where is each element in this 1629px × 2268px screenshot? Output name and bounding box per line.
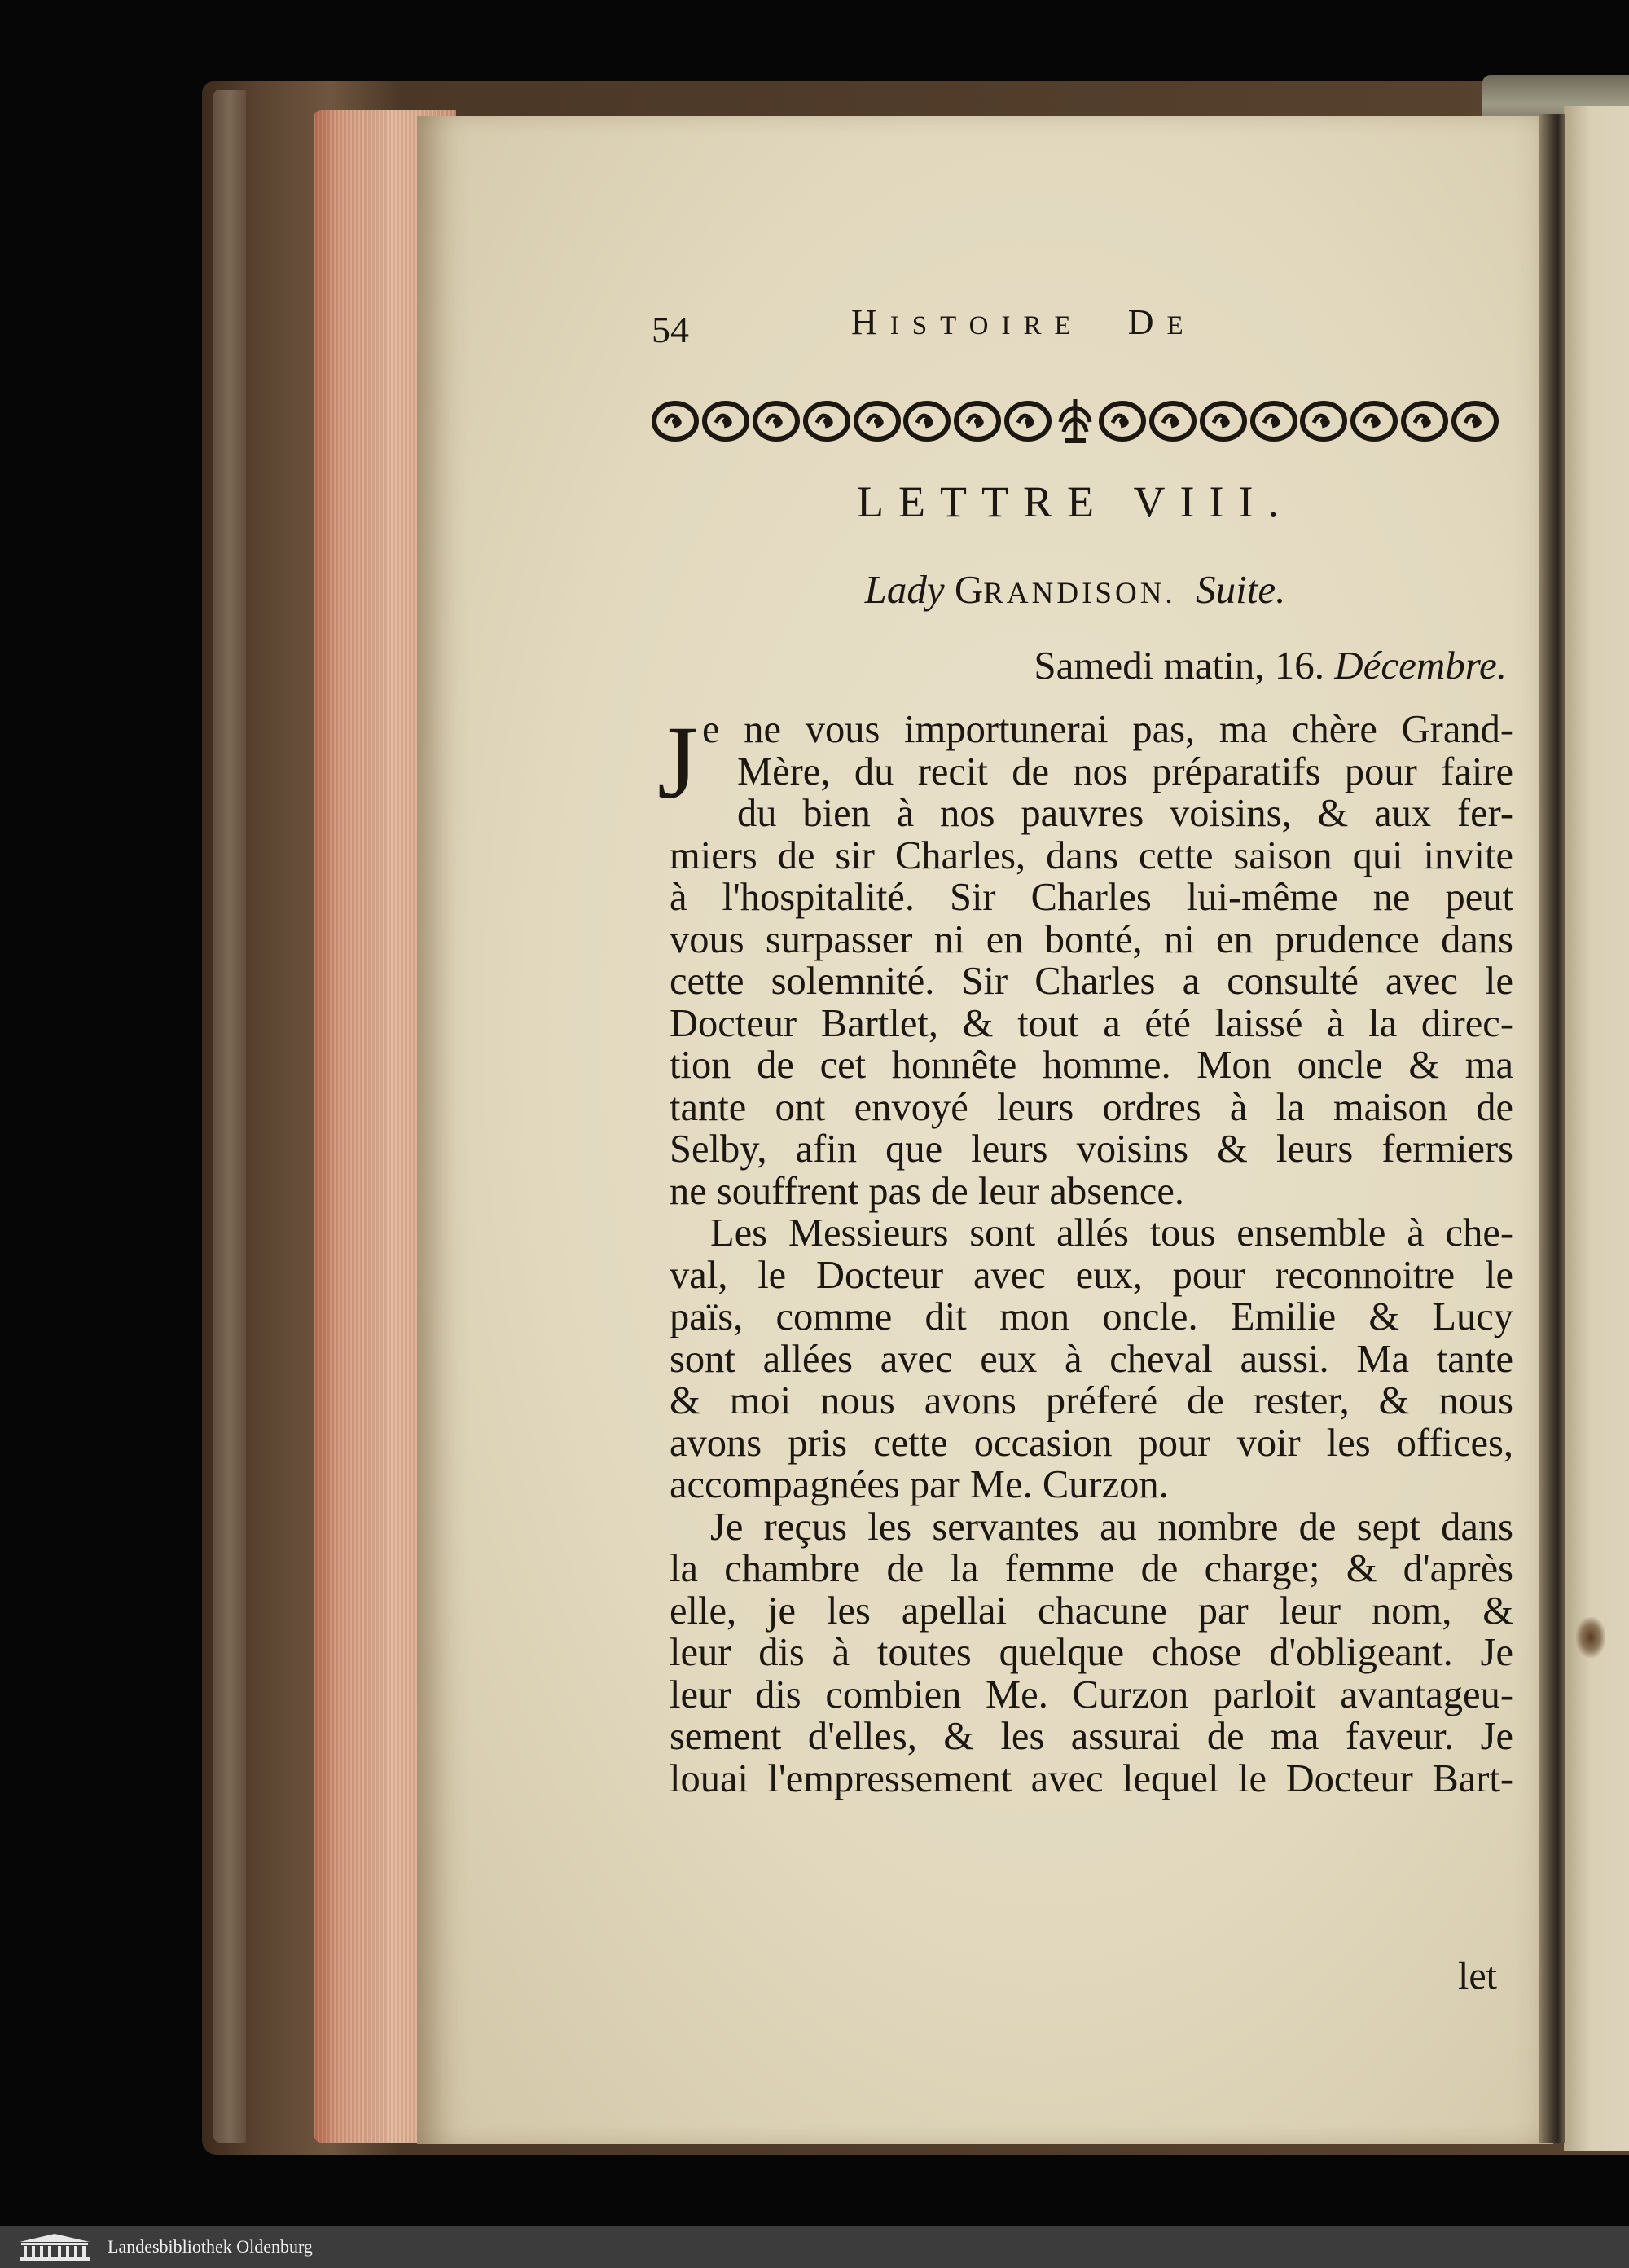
page-number: 54 <box>652 309 689 350</box>
text-line: accompagnées par Me. Curzon. <box>670 1463 1169 1506</box>
fleuron-icon <box>1055 396 1096 446</box>
ornament-scroll-icon <box>954 398 1001 444</box>
letter-subtitle: Lady GRANDISON. Suite. <box>864 567 1286 612</box>
text-line: du bien à nos pauvres voisins, & aux fer- <box>737 792 1513 835</box>
ornament-scroll-icon <box>1200 398 1247 444</box>
facing-page-edge <box>1564 106 1629 2151</box>
text-line: Mère, du recit de nos préparatifs pour faire <box>737 749 1513 793</box>
catchword: let <box>1458 1954 1497 1998</box>
ornament-scroll-icon <box>1451 398 1499 444</box>
text-line: la chambre de la femme de charge; & d'après <box>670 1547 1513 1590</box>
text-line: val, le Docteur avec eux, pour reconnoitre le <box>670 1253 1513 1297</box>
ornament-scroll-icon <box>854 398 901 444</box>
ornament-scroll-icon <box>1350 398 1398 444</box>
ornament-scroll-icon <box>1401 398 1448 444</box>
text-line: tante ont envoyé leurs ordres à la maison de <box>670 1085 1513 1129</box>
library-building-logo-icon <box>16 2232 93 2261</box>
library-name: Landesbibliothek Oldenburg <box>108 2236 313 2257</box>
text-line: Selby, afin que leurs voisins & leurs fermiers <box>670 1127 1513 1171</box>
text-line: e ne vous importunerai pas, ma chère Grand- <box>702 708 1513 751</box>
drop-capital: J <box>657 705 698 820</box>
cover-edge <box>213 90 246 2143</box>
text-line: sement d'elles, & les assurai de ma faveur. Je <box>670 1715 1513 1758</box>
ornament-scroll-icon <box>1149 398 1197 444</box>
letter-title: LETTRE VIII. <box>857 477 1293 526</box>
ornament-scroll-icon <box>1099 398 1146 444</box>
ornament-scroll-icon <box>702 398 749 444</box>
page-stain <box>1576 1617 1605 1658</box>
ornament-scroll-icon <box>903 398 951 444</box>
text-line: sont allées avec eux à cheval aussi. Ma tante <box>670 1337 1513 1381</box>
text-line: leur dis combien Me. Curzon parloit avantageu- <box>670 1672 1513 1716</box>
dateline: Samedi matin, 16. Décembre. <box>1034 643 1507 688</box>
ornamental-band <box>652 393 1499 450</box>
text-line: païs, comme dit mon oncle. Emilie & Lucy <box>670 1295 1513 1338</box>
book-gutter <box>1539 114 1565 2143</box>
text-line: miers de sir Charles, dans cette saison qui invite <box>670 833 1513 877</box>
ornament-scroll-icon <box>1004 398 1052 444</box>
ornament-scroll-icon <box>652 398 699 444</box>
ornament-scroll-icon <box>753 398 800 444</box>
text-line: Docteur Bartlet, & tout a été laissé à la direc- <box>670 1001 1513 1045</box>
text-line: vous surpasser ni en bonté, ni en prudence dans <box>670 917 1513 961</box>
text-line: Je reçus les servantes au nombre de sept dans <box>710 1505 1513 1549</box>
ornament-scroll-icon <box>803 398 850 444</box>
text-line: leur dis à toutes quelque chose d'obligeant. Je <box>670 1631 1513 1674</box>
text-line: louai l'empressement avec lequel le Docteur Bart- <box>670 1756 1513 1800</box>
library-footer-bar <box>0 2226 1629 2268</box>
text-line: cette solemnité. Sir Charles a consulté avec le <box>670 960 1513 1003</box>
ornament-scroll-icon <box>1250 398 1297 444</box>
text-line: ne souffrent pas de leur absence. <box>670 1169 1185 1213</box>
text-line: Les Messieurs sont allés tous ensemble à che- <box>710 1211 1513 1255</box>
ornament-scroll-icon <box>1300 398 1347 444</box>
text-line: tion de cet honnête homme. Mon oncle & ma <box>670 1044 1513 1087</box>
running-head: HISTOIRE DE <box>851 302 1197 342</box>
text-line: elle, je les apellai chacune par leur nom, & <box>670 1589 1513 1633</box>
text-line: & moi nous avons préferé de rester, & nous <box>670 1379 1513 1422</box>
text-line: à l'hospitalité. Sir Charles lui-même ne peut <box>670 876 1513 919</box>
text-line: avons pris cette occasion pour voir les offices, <box>670 1421 1513 1465</box>
